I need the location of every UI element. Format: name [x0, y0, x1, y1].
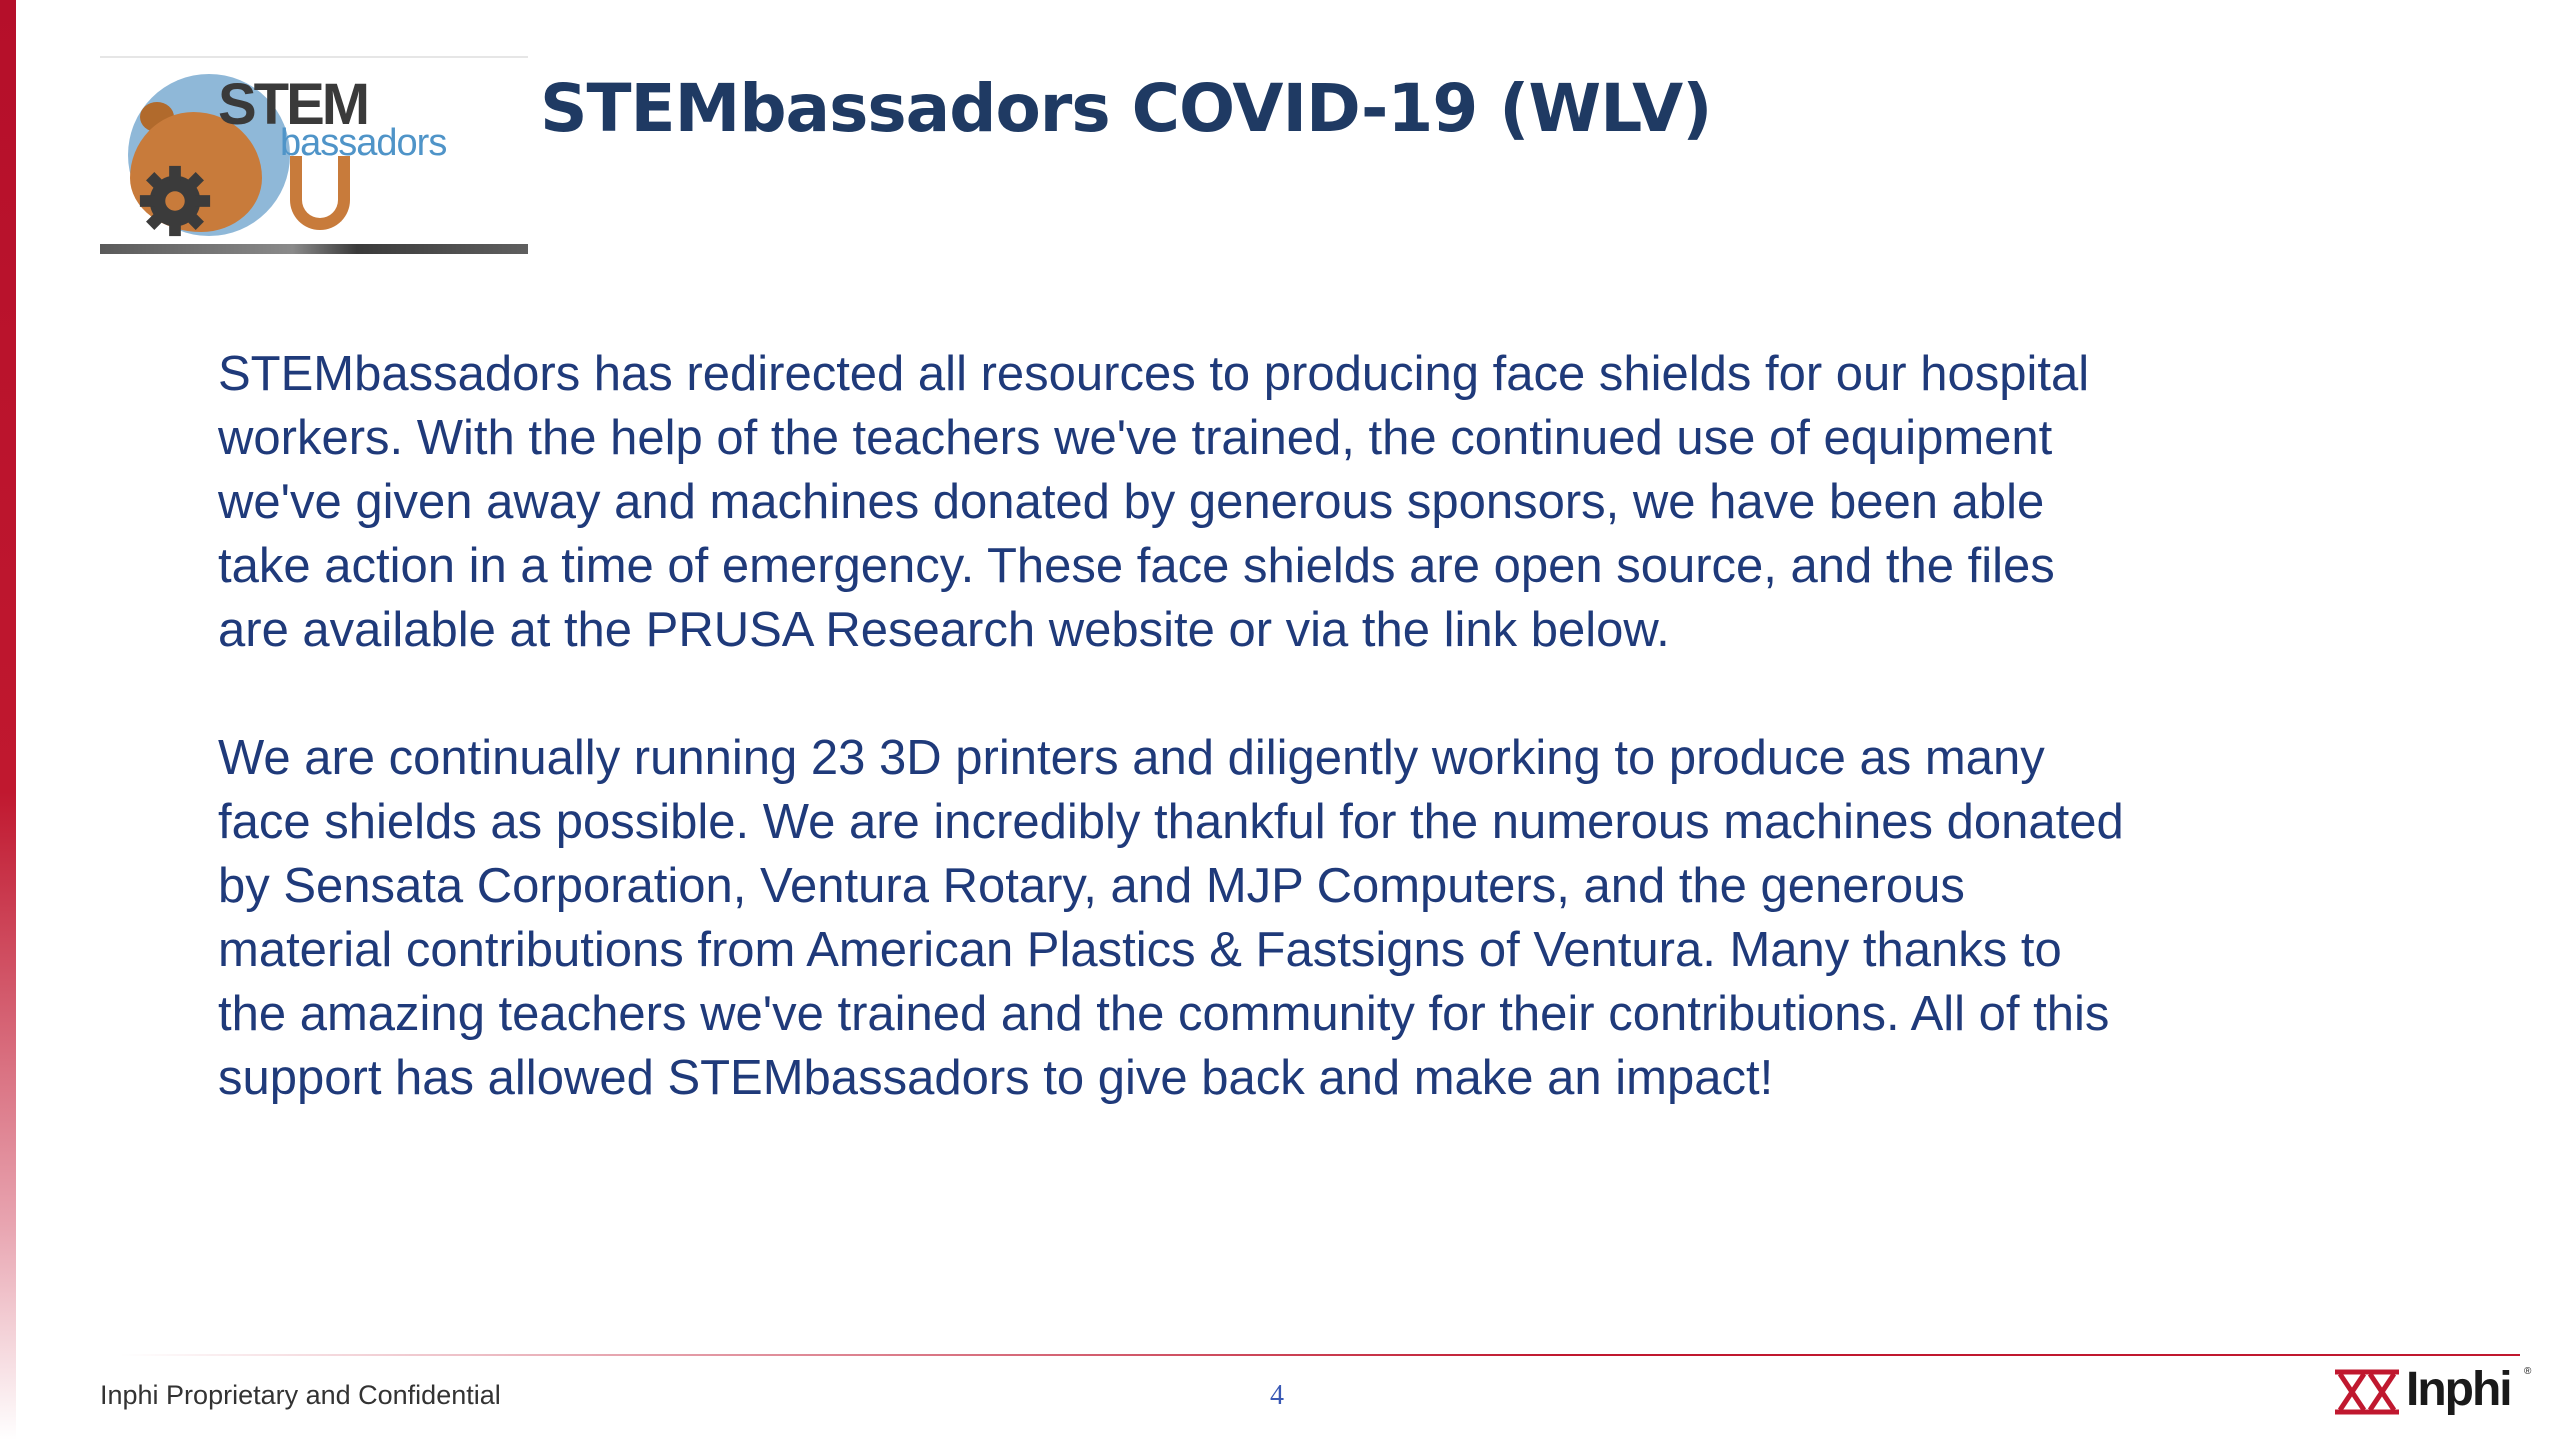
logo-bottom-bar — [100, 244, 528, 254]
footer-divider — [120, 1354, 2520, 1356]
beaver-tail — [290, 156, 350, 230]
stembassadors-logo — [100, 56, 528, 254]
gear-icon — [136, 162, 214, 240]
body-paragraph-1: STEMbassadors has redirected all resources to producing face shields for our hospital workers. With the help of the teachers we've trained, the continued use of equipment we've given away and machines donated by generous sponsors, we have been able take action in a time of emergency. These face shields are open source, and the files are available at the PRUSA Research website or via the link below. — [218, 347, 2090, 657]
brand-name: Inphi — [2406, 1363, 2511, 1416]
inphi-brand — [2332, 1362, 2532, 1422]
inphi-logo-icon — [2332, 1368, 2402, 1416]
slide-body — [218, 342, 2358, 1110]
left-accent-bar — [0, 0, 16, 1440]
brand-registered-mark: ® — [2524, 1366, 2532, 1377]
body-paragraph-2: We are continually running 23 3D printers and diligently working to produce as many face shields as possible. We are incredibly thankful for the numerous machines donated by Sensata Corporation, Ventura Rotary, and MJP Computers, and the generous material contributions from American Plastics & Fastsigns of Ventura. Many thanks to the amazing teachers we've trained and the community for their contributions. All of this support has allowed STEMbassadors to give back and make an impact! — [218, 731, 2124, 1105]
logo-stem-text: STEM — [218, 72, 368, 137]
logo-bassadors-text: bassadors — [280, 122, 447, 164]
footer-confidential: Inphi Proprietary and Confidential — [100, 1380, 501, 1410]
slide-title: STEMbassadors COVID-19 (WLV) — [540, 70, 1712, 147]
page-number: 4 — [1270, 1380, 1284, 1411]
